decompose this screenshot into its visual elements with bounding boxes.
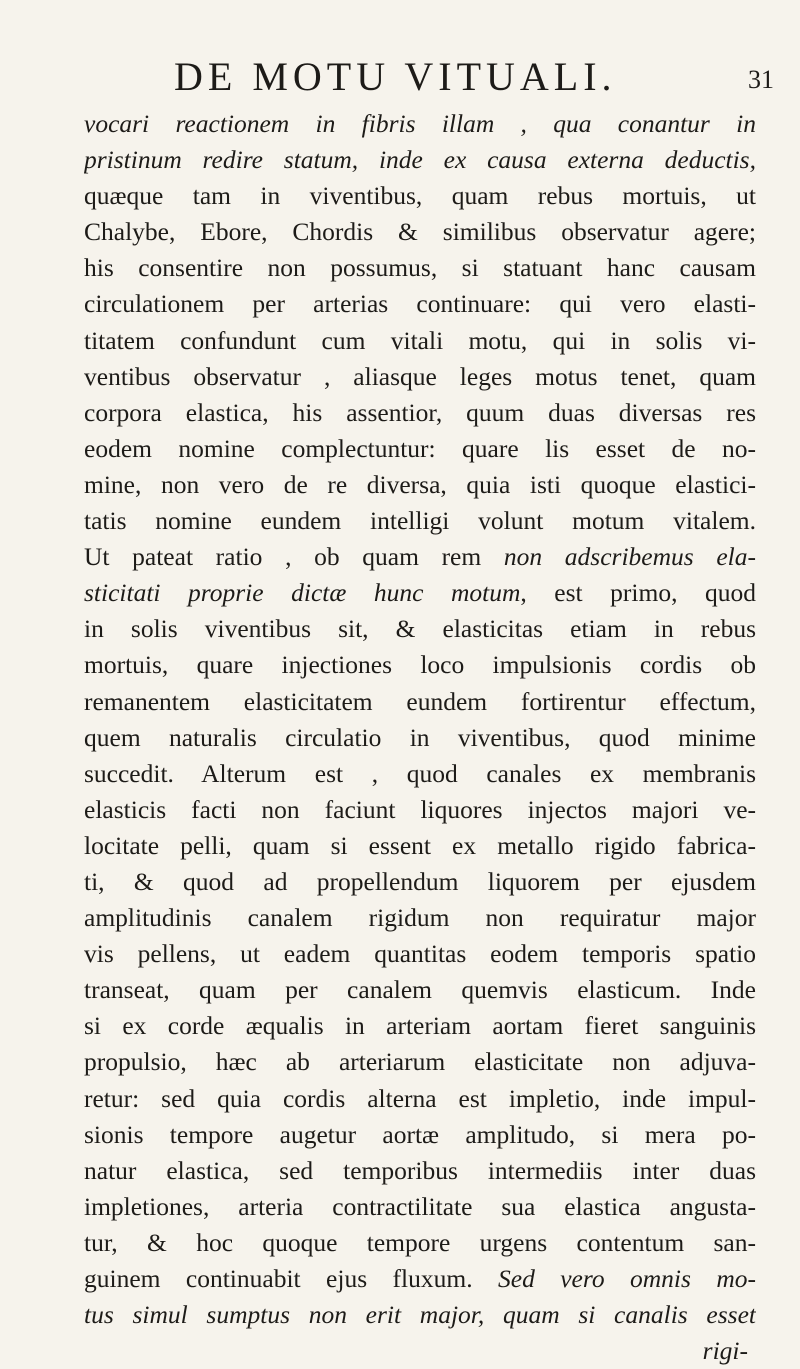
text-segment: mortuis, quare injectiones loco impulsionis cordis ob xyxy=(84,650,756,680)
running-head xyxy=(0,52,800,102)
text-segment: tur, & hoc quoque tempore urgens contentum san- xyxy=(84,1227,756,1257)
text-line xyxy=(84,792,756,828)
text-segment: mine, non vero de re diversa, quia isti quoque elastici- xyxy=(84,469,756,499)
text-line xyxy=(84,286,756,322)
italic-text-segment: tus simul sumptus non erit major, quam si canalis esset xyxy=(84,1300,756,1330)
text-segment: eodem nomine complectuntur: quare lis esset de no- xyxy=(84,433,756,463)
text-line xyxy=(84,359,756,395)
text-line xyxy=(84,828,756,864)
text-line xyxy=(84,900,756,936)
text-line xyxy=(84,395,756,431)
page-number: 31 xyxy=(748,65,774,94)
text-segment: guinem continuabit ejus fluxum. xyxy=(84,1264,498,1293)
text-segment: natur elastica, sed temporibus intermediis inter duas xyxy=(84,1155,756,1185)
running-title: DE MOTU VITUALI. xyxy=(174,54,617,99)
text-segment: locitate pelli, quam si essent ex metallo rigido fabrica- xyxy=(84,830,756,860)
text-line xyxy=(84,972,756,1008)
text-line xyxy=(84,864,756,900)
text-line xyxy=(84,323,756,359)
text-segment: elasticis facti non faciunt liquores injectos majori ve- xyxy=(84,794,756,824)
text-line xyxy=(84,1081,756,1117)
text-line xyxy=(84,1008,756,1044)
italic-text-segment: sticitati proprie dictæ hunc motum xyxy=(84,578,521,608)
text-line xyxy=(84,1225,756,1261)
text-segment: retur: sed quia cordis alterna est impletio, inde impul- xyxy=(84,1083,756,1113)
text-line xyxy=(84,1261,756,1297)
text-segment: sionis tempore augetur aortæ amplitudo, si mera po- xyxy=(84,1119,756,1149)
text-line xyxy=(84,1044,756,1080)
italic-text-segment: non adscribemus ela- xyxy=(503,542,756,572)
text-line xyxy=(84,684,756,720)
text-line xyxy=(84,1189,756,1225)
text-segment: his consentire non possumus, si statuant hanc causam xyxy=(84,253,756,283)
text-line xyxy=(84,611,756,647)
text-segment: circulationem per arterias continuare: qui vero elasti- xyxy=(84,289,756,319)
text-segment: titatem confundunt cum vitali motu, qui in solis vi- xyxy=(84,325,756,355)
text-line xyxy=(84,647,756,683)
text-line xyxy=(84,575,756,611)
text-line xyxy=(84,720,756,756)
text-segment: , est primo, quod xyxy=(520,578,756,608)
catchword: rigi- xyxy=(702,1336,748,1366)
text-segment: succedit. Alterum est , quod canales ex membranis xyxy=(84,758,756,788)
text-line xyxy=(84,142,756,178)
text-segment: transeat, quam per canalem quemvis elasticum. Inde xyxy=(84,975,756,1005)
text-segment: impletiones, arteria contractilitate sua elastica angusta- xyxy=(84,1191,756,1221)
text-line xyxy=(84,936,756,972)
text-segment: amplitudinis canalem rigidum non requiratur major xyxy=(84,903,756,933)
text-line xyxy=(84,1117,756,1153)
text-line xyxy=(84,178,756,214)
text-line xyxy=(84,1297,756,1333)
italic-text-segment: Sed vero omnis mo- xyxy=(498,1264,756,1293)
text-line xyxy=(84,106,756,142)
text-segment: si ex corde æqualis in arteriam aortam fieret sanguinis xyxy=(84,1011,756,1041)
text-segment: ventibus observatur , aliasque leges motus tenet, quam xyxy=(84,361,756,391)
text-line xyxy=(84,431,756,467)
text-segment: quem naturalis circulatio in viventibus, quod minime xyxy=(84,722,756,752)
text-segment: propulsio, hæc ab arteriarum elasticitate non adjuva- xyxy=(84,1047,756,1077)
text-segment: vis pellens, ut eadem quantitas eodem temporis spatio xyxy=(84,939,756,969)
text-segment: corpora elastica, his assentior, quum duas diversas res xyxy=(84,397,756,427)
text-segment: Chalybe, Ebore, Chordis & similibus observatur agere; xyxy=(84,217,756,247)
text-segment: quæque tam in viventibus, quam rebus mortuis, ut xyxy=(84,181,756,211)
text-segment: Ut pateat ratio , ob quam rem xyxy=(84,542,504,572)
italic-text-segment: pristinum redire statum, inde ex causa externa deductis, xyxy=(84,145,756,175)
text-line xyxy=(84,214,756,250)
text-line xyxy=(84,503,756,539)
text-line xyxy=(84,539,756,575)
text-segment: in solis viventibus sit, & elasticitas etiam in rebus xyxy=(84,614,756,644)
text-line xyxy=(84,756,756,792)
text-line xyxy=(84,250,756,286)
italic-text-segment: vocari reactionem in fibris illam , qua conantur in xyxy=(84,109,756,138)
text-line xyxy=(84,1153,756,1189)
text-segment: remanentem elasticitatem eundem fortirentur effectum, xyxy=(84,686,756,716)
text-line xyxy=(84,467,756,503)
text-segment: tatis nomine eundem intelligi volunt motum vitalem. xyxy=(84,506,756,536)
text-segment: ti, & quod ad propellendum liquorem per ejusdem xyxy=(84,866,756,896)
